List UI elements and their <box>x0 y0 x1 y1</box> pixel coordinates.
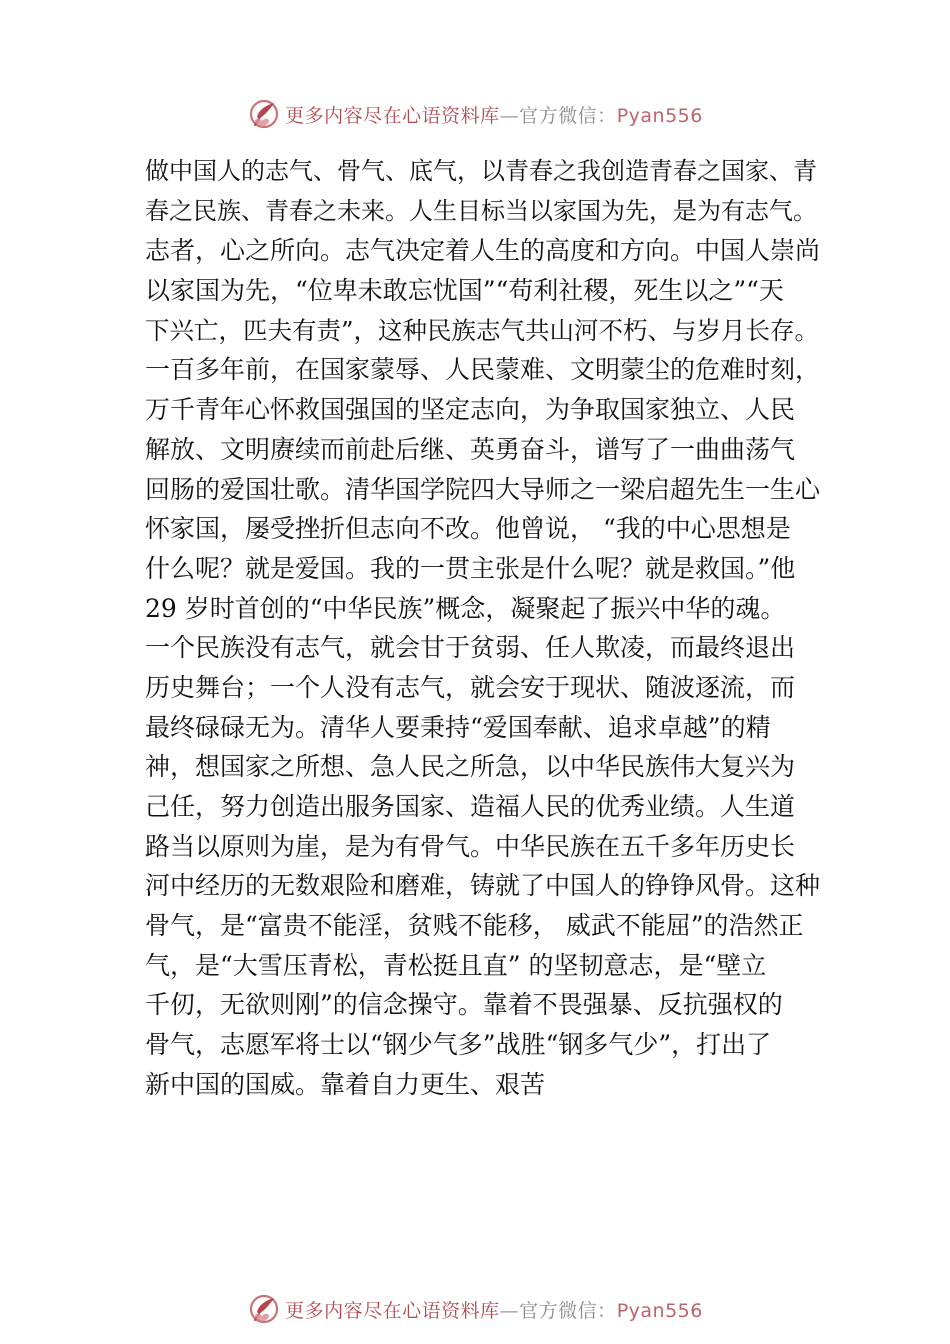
quill-heart-logo-icon <box>247 1292 281 1326</box>
text-line: 解放、文明赓续而前赴后继、英勇奋斗，谱写了一曲曲荡气 <box>145 434 796 464</box>
text-line: 一百多年前，在国家蒙辱、人民蒙难、文明蒙尘的危难时刻， <box>145 355 821 385</box>
text-line: 怀家国，屡受挫折但志向不改。他曾说， “我的中心思想是 <box>145 514 791 544</box>
text-line: 做中国人的志气、骨气、底气，以青春之我创造青春之国家、青 <box>145 157 817 185</box>
header-separator: — <box>499 104 520 127</box>
text-line: 己任，努力创造出服务国家、造福人民的优秀业绩。人生道 <box>145 792 796 821</box>
text-line: 河中经历的无数艰险和磨难，铸就了中国人的铮铮风骨。这种 <box>145 871 821 901</box>
footer-site-name: 更多内容尽在心语资料库 <box>285 1299 500 1322</box>
text-line: 最终碌碌无为。清华人要秉持“爱国奉献、追求卓越”的精 <box>145 712 771 742</box>
footer-banner-text <box>285 1296 703 1323</box>
text-line: 下兴亡，匹夫有责”，这种民族志气共山河不朽、与岁月长存。 <box>145 315 820 345</box>
text-line: 气，是“大雪压青松，青松挺且直” 的坚韧意志，是“壁立 <box>145 950 767 980</box>
text-line: 以家国为先，“位卑未敢忘忧国”“苟利社稷，死生以之”“天 <box>145 276 784 306</box>
header-banner <box>0 94 950 134</box>
text-line: 路当以原则为崖，是为有骨气。中华民族在五千多年历史长 <box>145 831 796 861</box>
document-body <box>145 152 825 1105</box>
header-site-name: 更多内容尽在心语资料库 <box>285 104 500 127</box>
text-line: 万千青年心怀救国强国的坚定志向，为争取国家独立、人民 <box>145 395 796 425</box>
text-line: 千仞，无欲则刚”的信念操守。靠着不畏强暴、反抗强权的 <box>145 990 783 1020</box>
text-line: 29 岁时首创的“中华民族”概念，凝聚起了振兴中华的魂。 <box>145 593 786 623</box>
footer-wechat-label: 官方微信： <box>519 1299 617 1322</box>
text-line: 一个民族没有志气，就会甘于贫弱、任人欺凌，而最终退出 <box>145 633 796 663</box>
footer-separator: — <box>499 1299 520 1322</box>
footer-wechat-id: Pyan556 <box>616 1299 703 1322</box>
text-line: 骨气，志愿军将士以“钢少气多”战胜“钢多气少”，打出了 <box>145 1030 772 1060</box>
text-line: 历史舞台；一个人没有志气，就会安于现状、随波逐流，而 <box>145 672 796 702</box>
quill-heart-logo-icon <box>247 97 281 131</box>
text-line: 什么呢？就是爱国。我的一贯主张是什么呢？就是救国。”他 <box>145 553 796 583</box>
text-line: 志者，心之所向。志气决定着人生的高度和方向。中国人崇尚 <box>145 236 821 266</box>
footer-banner <box>0 1289 950 1329</box>
text-line: 神，想国家之所想、急人民之所急，以中华民族伟大复兴为 <box>145 752 796 782</box>
text-line: 回肠的爱国壮歌。清华国学院四大导师之一梁启超先生一生心 <box>145 474 821 504</box>
header-wechat-label: 官方微信： <box>519 104 617 127</box>
header-banner-text <box>285 101 703 128</box>
header-wechat-id: Pyan556 <box>616 104 703 127</box>
text-line: 骨气，是“富贵不能淫，贫贱不能移， 威武不能屈”的浩然正 <box>145 911 804 941</box>
text-line: 新中国的国威。靠着自力更生、艰苦 <box>145 1069 546 1099</box>
text-line: 春之民族、青春之未来。人生目标当以家国为先，是为有志气。 <box>145 196 817 225</box>
